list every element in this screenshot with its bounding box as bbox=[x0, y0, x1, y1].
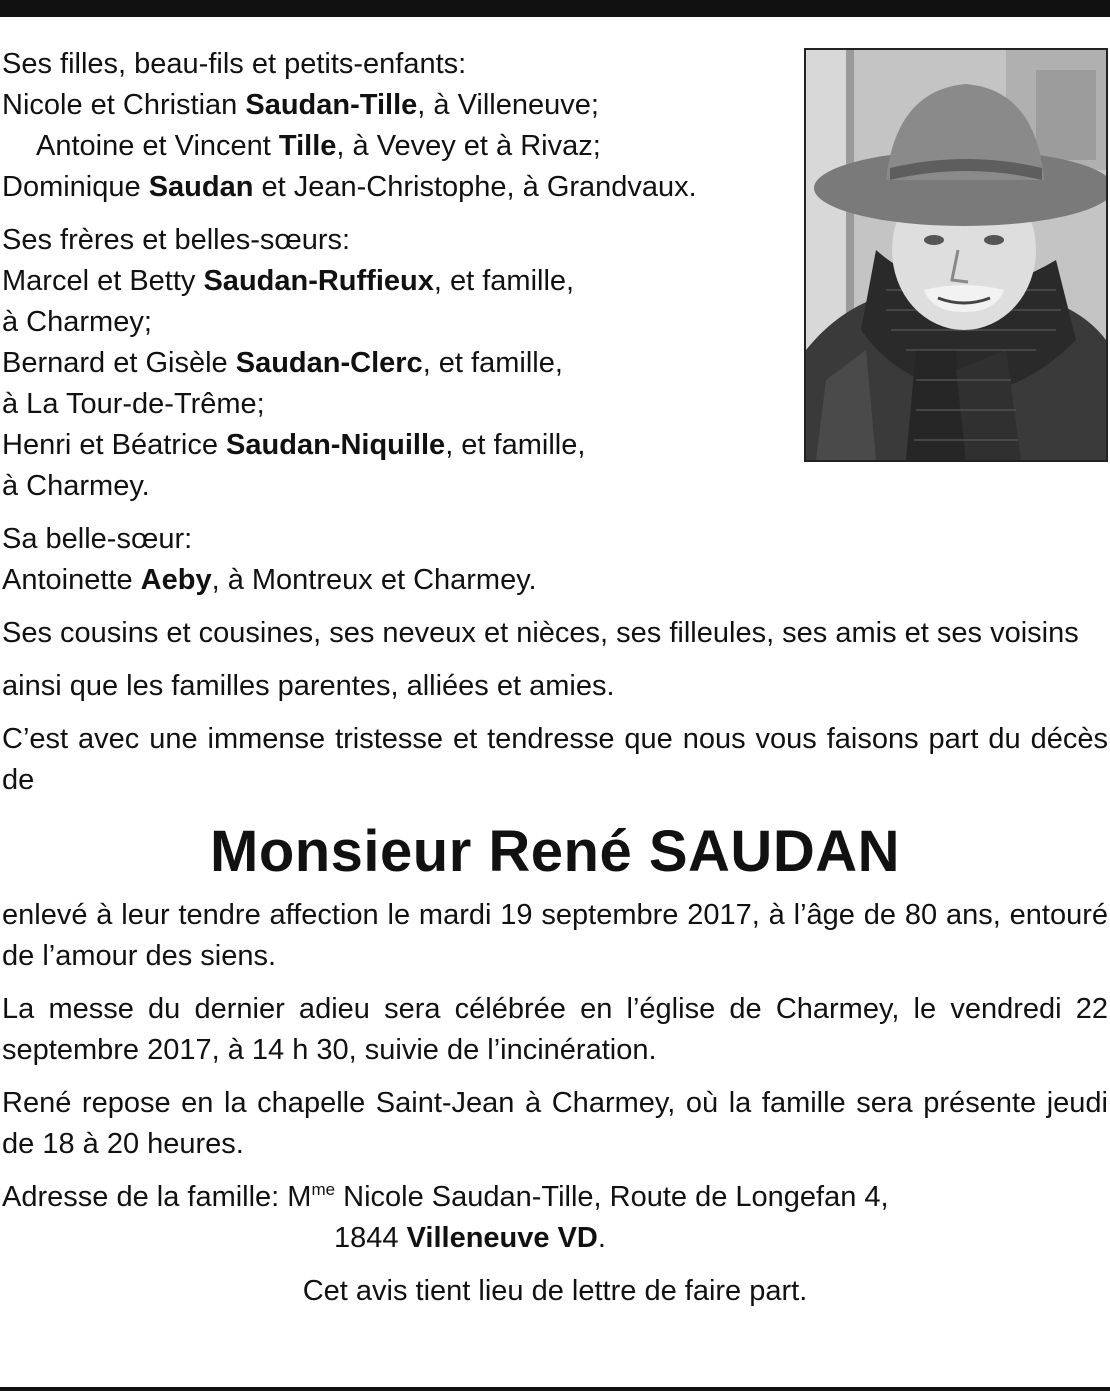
address-city-line bbox=[2, 1218, 1108, 1259]
relative-surname: Saudan-Tille bbox=[245, 89, 418, 121]
relative-names: Bernard et Gisèle bbox=[2, 347, 236, 379]
family-address bbox=[2, 1177, 1108, 1259]
relative-names: Nicole et Christian bbox=[2, 89, 246, 121]
relative-line bbox=[2, 126, 1108, 167]
relative-place: , à Montreux et Charmey. bbox=[211, 564, 537, 596]
relative-place: , à Vevey et à Rivaz; bbox=[336, 130, 601, 162]
relative-names: Henri et Béatrice bbox=[2, 429, 227, 461]
sister-in-law-section bbox=[2, 519, 1108, 601]
address-end: . bbox=[597, 1222, 606, 1254]
funeral-mass: La messe du dernier adieu sera célébrée en l’église de Charmey, le vendredi 22 septembre 2017, à 14 h 30, suivie de l’incinération. bbox=[2, 993, 1108, 1066]
relative-names: Antoinette bbox=[2, 564, 141, 596]
daughters-section bbox=[2, 44, 1108, 208]
address-city: Villeneuve VD bbox=[406, 1222, 598, 1254]
relative-place: à Charmey; bbox=[2, 306, 152, 338]
relative-place: et Jean-Christophe, à Grandvaux. bbox=[253, 171, 697, 203]
address-line bbox=[2, 1177, 1108, 1218]
address-postcode: 1844 bbox=[334, 1222, 407, 1254]
relative-place: , à Villeneuve; bbox=[417, 89, 599, 121]
address-label: Adresse de la famille: M bbox=[2, 1181, 312, 1213]
allied-families: ainsi que les familles parentes, alliées et amies. bbox=[2, 670, 615, 702]
relative-suffix: , et famille, bbox=[422, 347, 563, 379]
extended-family: Ses cousins et cousines, ses neveux et nièces, ses filleules, ses amis et ses voisins bbox=[2, 617, 1079, 649]
relative-surname: Saudan-Clerc bbox=[235, 347, 423, 379]
announcement-intro: C’est avec une immense tristesse et tendresse que nous vous faisons part du décès de bbox=[2, 723, 1108, 796]
address-street: Nicole Saudan-Tille, Route de Longefan 4, bbox=[335, 1181, 889, 1213]
deceased-name: Monsieur René SAUDAN bbox=[210, 819, 900, 884]
relative-surname: Saudan-Ruffieux bbox=[203, 265, 434, 297]
relative-surname: Tille bbox=[278, 130, 337, 162]
relative-place: à La Tour-de-Trême; bbox=[2, 388, 265, 420]
sister-in-law-heading: Sa belle-sœur: bbox=[2, 523, 193, 555]
relative-surname: Saudan bbox=[148, 171, 254, 203]
viewing-info: René repose en la chapelle Saint-Jean à Charmey, où la famille sera présente jeudi de 18 à 20 heures. bbox=[2, 1087, 1108, 1160]
brothers-heading: Ses frères et belles-sœurs: bbox=[2, 224, 351, 256]
closing-note: Cet avis tient lieu de lettre de faire part. bbox=[302, 1275, 808, 1307]
relative-surname: Aeby bbox=[140, 564, 212, 596]
relative-line bbox=[2, 343, 1108, 384]
relative-surname: Saudan-Niquille bbox=[226, 429, 446, 461]
obituary-notice bbox=[2, 44, 1108, 1324]
relative-line bbox=[2, 167, 1108, 208]
relative-line bbox=[2, 560, 1108, 601]
relative-names: Antoine et Vincent bbox=[36, 130, 279, 162]
bottom-rule bbox=[0, 1387, 1110, 1391]
relative-suffix: , et famille, bbox=[445, 429, 586, 461]
top-rule bbox=[0, 0, 1110, 17]
title-superscript: me bbox=[311, 1180, 336, 1199]
relative-line bbox=[2, 425, 1108, 466]
relative-place: à Charmey. bbox=[2, 470, 150, 502]
relative-names: Marcel et Betty bbox=[2, 265, 204, 297]
relative-suffix: , et famille, bbox=[433, 265, 575, 297]
brothers-section bbox=[2, 220, 1108, 507]
relative-names: Dominique bbox=[2, 171, 149, 203]
relative-line bbox=[2, 85, 1108, 126]
death-details: enlevé à leur tendre affection le mardi 19 septembre 2017, à l’âge de 80 ans, entouré de l’amour des siens. bbox=[2, 899, 1108, 972]
daughters-heading: Ses filles, beau-fils et petits-enfants: bbox=[2, 48, 467, 80]
relative-line bbox=[2, 261, 1108, 302]
